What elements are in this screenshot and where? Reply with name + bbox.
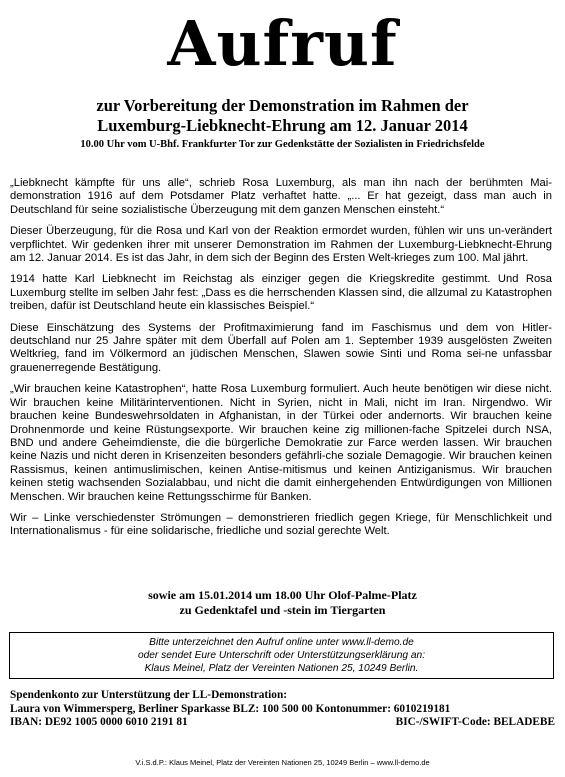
account-holder: Laura von Wimmersperg, Berliner Sparkasse BLZ: 100 500 00 Kontonummer: 6010219181	[10, 702, 451, 715]
paragraph: „Liebknecht kämpfte für uns alle“, schrieb Rosa Luxemburg, als man ihn nach der berühmten Mai-demonstration 1916 auf dem Potsdamer Platz verhaftet hatte. „... Er hat gezeigt, dass man auch in Deutschland für seine sozialistische Überzeugung mit dem ganzen Menschen einsteht.“	[10, 177, 552, 216]
page-title: Aufruf	[167, 7, 398, 80]
signature-line-1: Bitte unterzeichnet den Aufruf online unter www.ll-demo.de	[149, 637, 414, 648]
event-time-line: 10.00 Uhr vom U-Bhf. Frankfurter Tor zur Gedenkstätte der Sozialisten in Friedrichsfelde	[80, 139, 485, 150]
paragraph: „Wir brauchen keine Katastrophen“, hatte Rosa Luxemburg formuliert. Auch heute benötigen wir diese nicht. Wir brauchen keine Militärinterventionen. Nicht in Syrien, nicht in Mali, nicht im Iran. Nirgendwo. Wir brauchen keine Bundeswehrsoldaten in Afghanistan, in der Türkei oder andernorts. Wir brauchen keine Drohnenmorde und keine Rüstungsexporte. Wir brauchen keine zig millionen-fache Spitzelei durch NSA, BND und andere Geheimdienste, die die bürgerliche Demokratie zur Farce werden lassen. Wir brauchen keine Nazis und nicht deren in Krisenzeiten besonders gefährli-che soziale Demagogie. Wir brauchen keinen Rassismus, keinen antimuslimischen, keinen Antise-mitismus und keinen Antiziganismus. Wir brauchen keinen stetig wachsenden Sozialabbau, und nicht die damit einhergehenden Entwürdigungen von Millionen Menschen. Wir brauchen keine Rettungsschirme für Banken.	[10, 383, 552, 503]
paragraph: Dieser Überzeugung, für die Rosa und Karl von der Reaktion ermordet wurden, fühlen wir uns un-verändert verpflichtet. Wir gedenken ihrer mit unserer Demonstration im Rahmen der Luxemburg-Liebknecht-Ehrung am 12. Januar 2014. Es ist das Jahr, in dem sich der Beginn des Ersten Welt-krieges zum 100. Mal jährt.	[10, 225, 552, 265]
donation-heading: Spendenkonto zur Unterstützung der LL-Demonstration:	[10, 689, 287, 701]
bic: BIC-/SWIFT-Code: BELADEBE	[395, 716, 555, 729]
signature-line-2: oder sendet Eure Unterschrift oder Unterstützungserklärung an:	[137, 650, 426, 661]
subtitle	[0, 96, 565, 136]
iban-row	[10, 716, 555, 730]
donation-account	[10, 689, 555, 730]
second-event-info	[0, 588, 565, 618]
signature-request-box	[9, 632, 554, 679]
legal-footer: V.i.S.d.P.: Klaus Meinel, Platz der Vereinten Nationen 25, 10249 Berlin – www.ll-demo.de	[135, 758, 430, 767]
paragraph: Diese Einschätzung des Systems der Profitmaximierung fand im Faschismus und dem von Hitler-deutschland nur 25 Jahre später mit dem Überfall auf Polen am 1. September 1939 ausgelösten Zweiten Weltkrieg, fand im Völkermord an jüdischen Menschen, Slawen sowie Sinti und Roma sei-ne unfassbar grauenerregende Bestätigung.	[10, 321, 552, 374]
paragraph: Wir – Linke verschiedenster Strömungen – demonstrieren friedlich gegen Kriege, für Menschlichkeit und Internationalismus - für eine solidarische, friedliche und sozial gerechte Welt.	[10, 511, 552, 538]
signature-line-3: Klaus Meinel, Platz der Vereinten Nationen 25, 10249 Berlin.	[144, 663, 419, 674]
second-event-line-2: zu Gedenktafel und -stein im Tiergarten	[179, 603, 386, 617]
body-text	[10, 177, 552, 547]
subtitle-line-1: zur Vorbereitung der Demonstration im Rahmen der	[96, 96, 469, 115]
paragraph: 1914 hatte Karl Liebknecht im Reichstag als einziger gegen die Kriegskredite gestimmt. Und Rosa Luxemburg stellte im selben Jahr fest: „Dass es die herrschenden Klassen sind, die allzumal zu Katastrophen treiben, dafür ist Deutschland heute ein klassisches Beispiel.“	[10, 273, 552, 313]
second-event-line-1: sowie am 15.01.2014 um 18.00 Uhr Olof-Palme-Platz	[148, 588, 417, 602]
subtitle-line-2: Luxemburg-Liebknecht-Ehrung am 12. Januar 2014	[97, 116, 468, 135]
iban: IBAN: DE92 1005 0000 6010 2191 81	[10, 716, 188, 729]
